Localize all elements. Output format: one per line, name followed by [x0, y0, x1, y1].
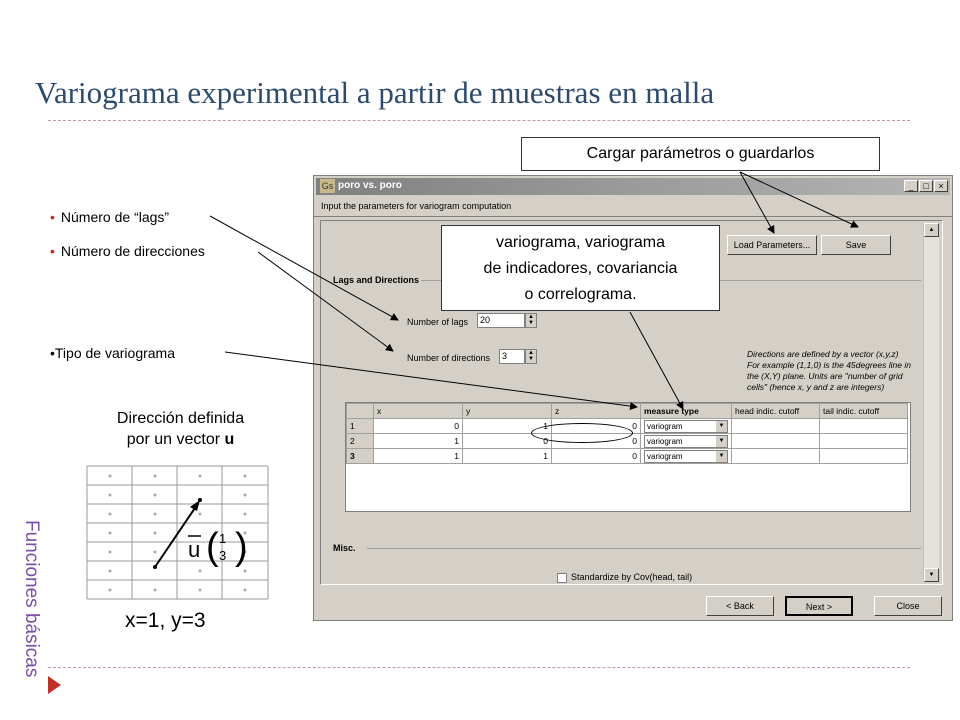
- misc-header: Misc.: [333, 543, 356, 553]
- bullet-variogram-type: •Tipo de variograma: [50, 345, 175, 361]
- chevron-down-icon[interactable]: ▼: [716, 451, 727, 462]
- header-y: y: [463, 404, 552, 419]
- table-row: [347, 449, 908, 464]
- bullet-directions-text: Número de direcciones: [60, 243, 205, 259]
- minimize-button[interactable]: _: [904, 180, 918, 192]
- standardize-label: Standardize by Cov(head, tail): [571, 572, 693, 582]
- chevron-down-icon[interactable]: ▼: [716, 421, 727, 432]
- row-index: 3: [347, 449, 374, 464]
- measure-types-line1: variograma, variograma: [496, 234, 665, 251]
- vector-u-label: u: [188, 537, 201, 562]
- maximize-button[interactable]: □: [919, 180, 933, 192]
- measure-type-value: variogram: [647, 436, 683, 446]
- cell-measure-type[interactable]: [641, 449, 732, 464]
- direction-caption-line1: Dirección definida: [116, 410, 245, 427]
- save-button[interactable]: Save: [821, 235, 891, 255]
- bullet-directions: • Número de direcciones: [50, 243, 205, 259]
- subtitle-separator: [314, 216, 952, 217]
- number-of-directions-input[interactable]: 3: [499, 349, 525, 364]
- cell-y[interactable]: 1: [463, 419, 552, 434]
- bullet-lags-text: Número de “lags”: [60, 209, 170, 225]
- cell-head-cutoff[interactable]: [732, 449, 820, 464]
- svg-text:): ): [235, 526, 248, 568]
- direction-caption-vector: u: [224, 431, 235, 448]
- app-logo-icon: Gs: [321, 181, 334, 191]
- vector-y-component: 3: [219, 548, 227, 563]
- measure-type-select[interactable]: [644, 450, 728, 463]
- cell-tail-cutoff[interactable]: [820, 419, 908, 434]
- footer-divider: [48, 667, 910, 668]
- cell-z[interactable]: 0: [552, 449, 641, 464]
- next-button[interactable]: Next >: [785, 596, 853, 616]
- close-button[interactable]: Close: [874, 596, 942, 616]
- cell-x[interactable]: 0: [374, 419, 463, 434]
- back-button[interactable]: < Back: [706, 596, 774, 616]
- header-z: z: [552, 404, 641, 419]
- lags-directions-header: Lags and Directions: [333, 275, 420, 285]
- number-of-directions-stepper[interactable]: ▲ ▼: [525, 349, 537, 364]
- scroll-up-icon[interactable]: ▲: [924, 223, 939, 237]
- header-head-cutoff: head indic. cutoff: [732, 404, 820, 419]
- vector-x-component: 1: [219, 531, 227, 546]
- header-tail-cutoff: tail indic. cutoff: [820, 404, 908, 419]
- chevron-down-icon[interactable]: ▼: [716, 436, 727, 447]
- next-slide-arrow-icon[interactable]: [48, 676, 61, 694]
- title-divider: [48, 120, 910, 121]
- load-parameters-button[interactable]: Load Parameters...: [727, 235, 817, 255]
- cell-head-cutoff[interactable]: [732, 419, 820, 434]
- window-subtitle: Input the parameters for variogram computation: [321, 201, 512, 211]
- direction-caption-line2: por un vector: [126, 431, 221, 448]
- misc-divider: [367, 548, 921, 549]
- cell-tail-cutoff[interactable]: [820, 449, 908, 464]
- number-of-lags-label: Number of lags: [407, 317, 469, 327]
- number-of-directions-label: Number of directions: [407, 353, 491, 363]
- table-header-row: [347, 404, 908, 419]
- cell-head-cutoff[interactable]: [732, 434, 820, 449]
- measure-types-callout: [441, 225, 720, 311]
- cell-z[interactable]: 0: [552, 419, 641, 434]
- cell-y[interactable]: 0: [463, 434, 552, 449]
- window-titlebar: [316, 178, 950, 195]
- cell-z[interactable]: 0: [552, 434, 641, 449]
- number-of-lags-stepper[interactable]: ▲ ▼: [525, 313, 537, 328]
- vertical-scrollbar[interactable]: [923, 223, 939, 582]
- standardize-checkbox[interactable]: [557, 573, 567, 583]
- close-window-button[interactable]: ×: [934, 180, 948, 192]
- load-save-callout: Cargar parámetros o guardarlos: [521, 137, 880, 171]
- direction-caption: [88, 408, 273, 450]
- directions-note: Directions are defined by a vector (x,y,z) For example (1,1,0) is the 45degrees line in the (X,Y) plane. Units are "number of grid cells" (hence x, y and z are integers): [747, 349, 911, 392]
- number-of-lags-input[interactable]: 20: [477, 313, 525, 328]
- scroll-down-icon[interactable]: ▼: [924, 568, 939, 582]
- window-title: poro vs. poro: [338, 180, 402, 191]
- cell-x[interactable]: 1: [374, 434, 463, 449]
- cell-x[interactable]: 1: [374, 449, 463, 464]
- side-label: Funciones básicas: [21, 520, 42, 678]
- measure-type-select[interactable]: [644, 435, 728, 448]
- cell-measure-type[interactable]: [641, 419, 732, 434]
- row-index: 1: [347, 419, 374, 434]
- row-index: 2: [347, 434, 374, 449]
- measure-type-select[interactable]: [644, 420, 728, 433]
- header-x: x: [374, 404, 463, 419]
- svg-text:(: (: [206, 526, 219, 568]
- cell-y[interactable]: 1: [463, 449, 552, 464]
- cell-measure-type[interactable]: [641, 434, 732, 449]
- cell-tail-cutoff[interactable]: [820, 434, 908, 449]
- vector-components-text: x=1, y=3: [125, 609, 206, 632]
- measure-type-value: variogram: [647, 451, 683, 461]
- measure-types-line2: de indicadores, covariancia: [483, 260, 678, 277]
- bullet-lags: • Número de “lags”: [50, 209, 170, 225]
- direction-grid-figure: [85, 462, 270, 602]
- measure-type-value: variogram: [647, 421, 683, 431]
- slide-title: Variograma experimental a partir de muestras en malla: [35, 75, 715, 110]
- measure-types-line3: o correlograma.: [524, 286, 637, 303]
- header-measure-type: measure type: [641, 404, 732, 419]
- highlight-ellipse: [531, 423, 633, 443]
